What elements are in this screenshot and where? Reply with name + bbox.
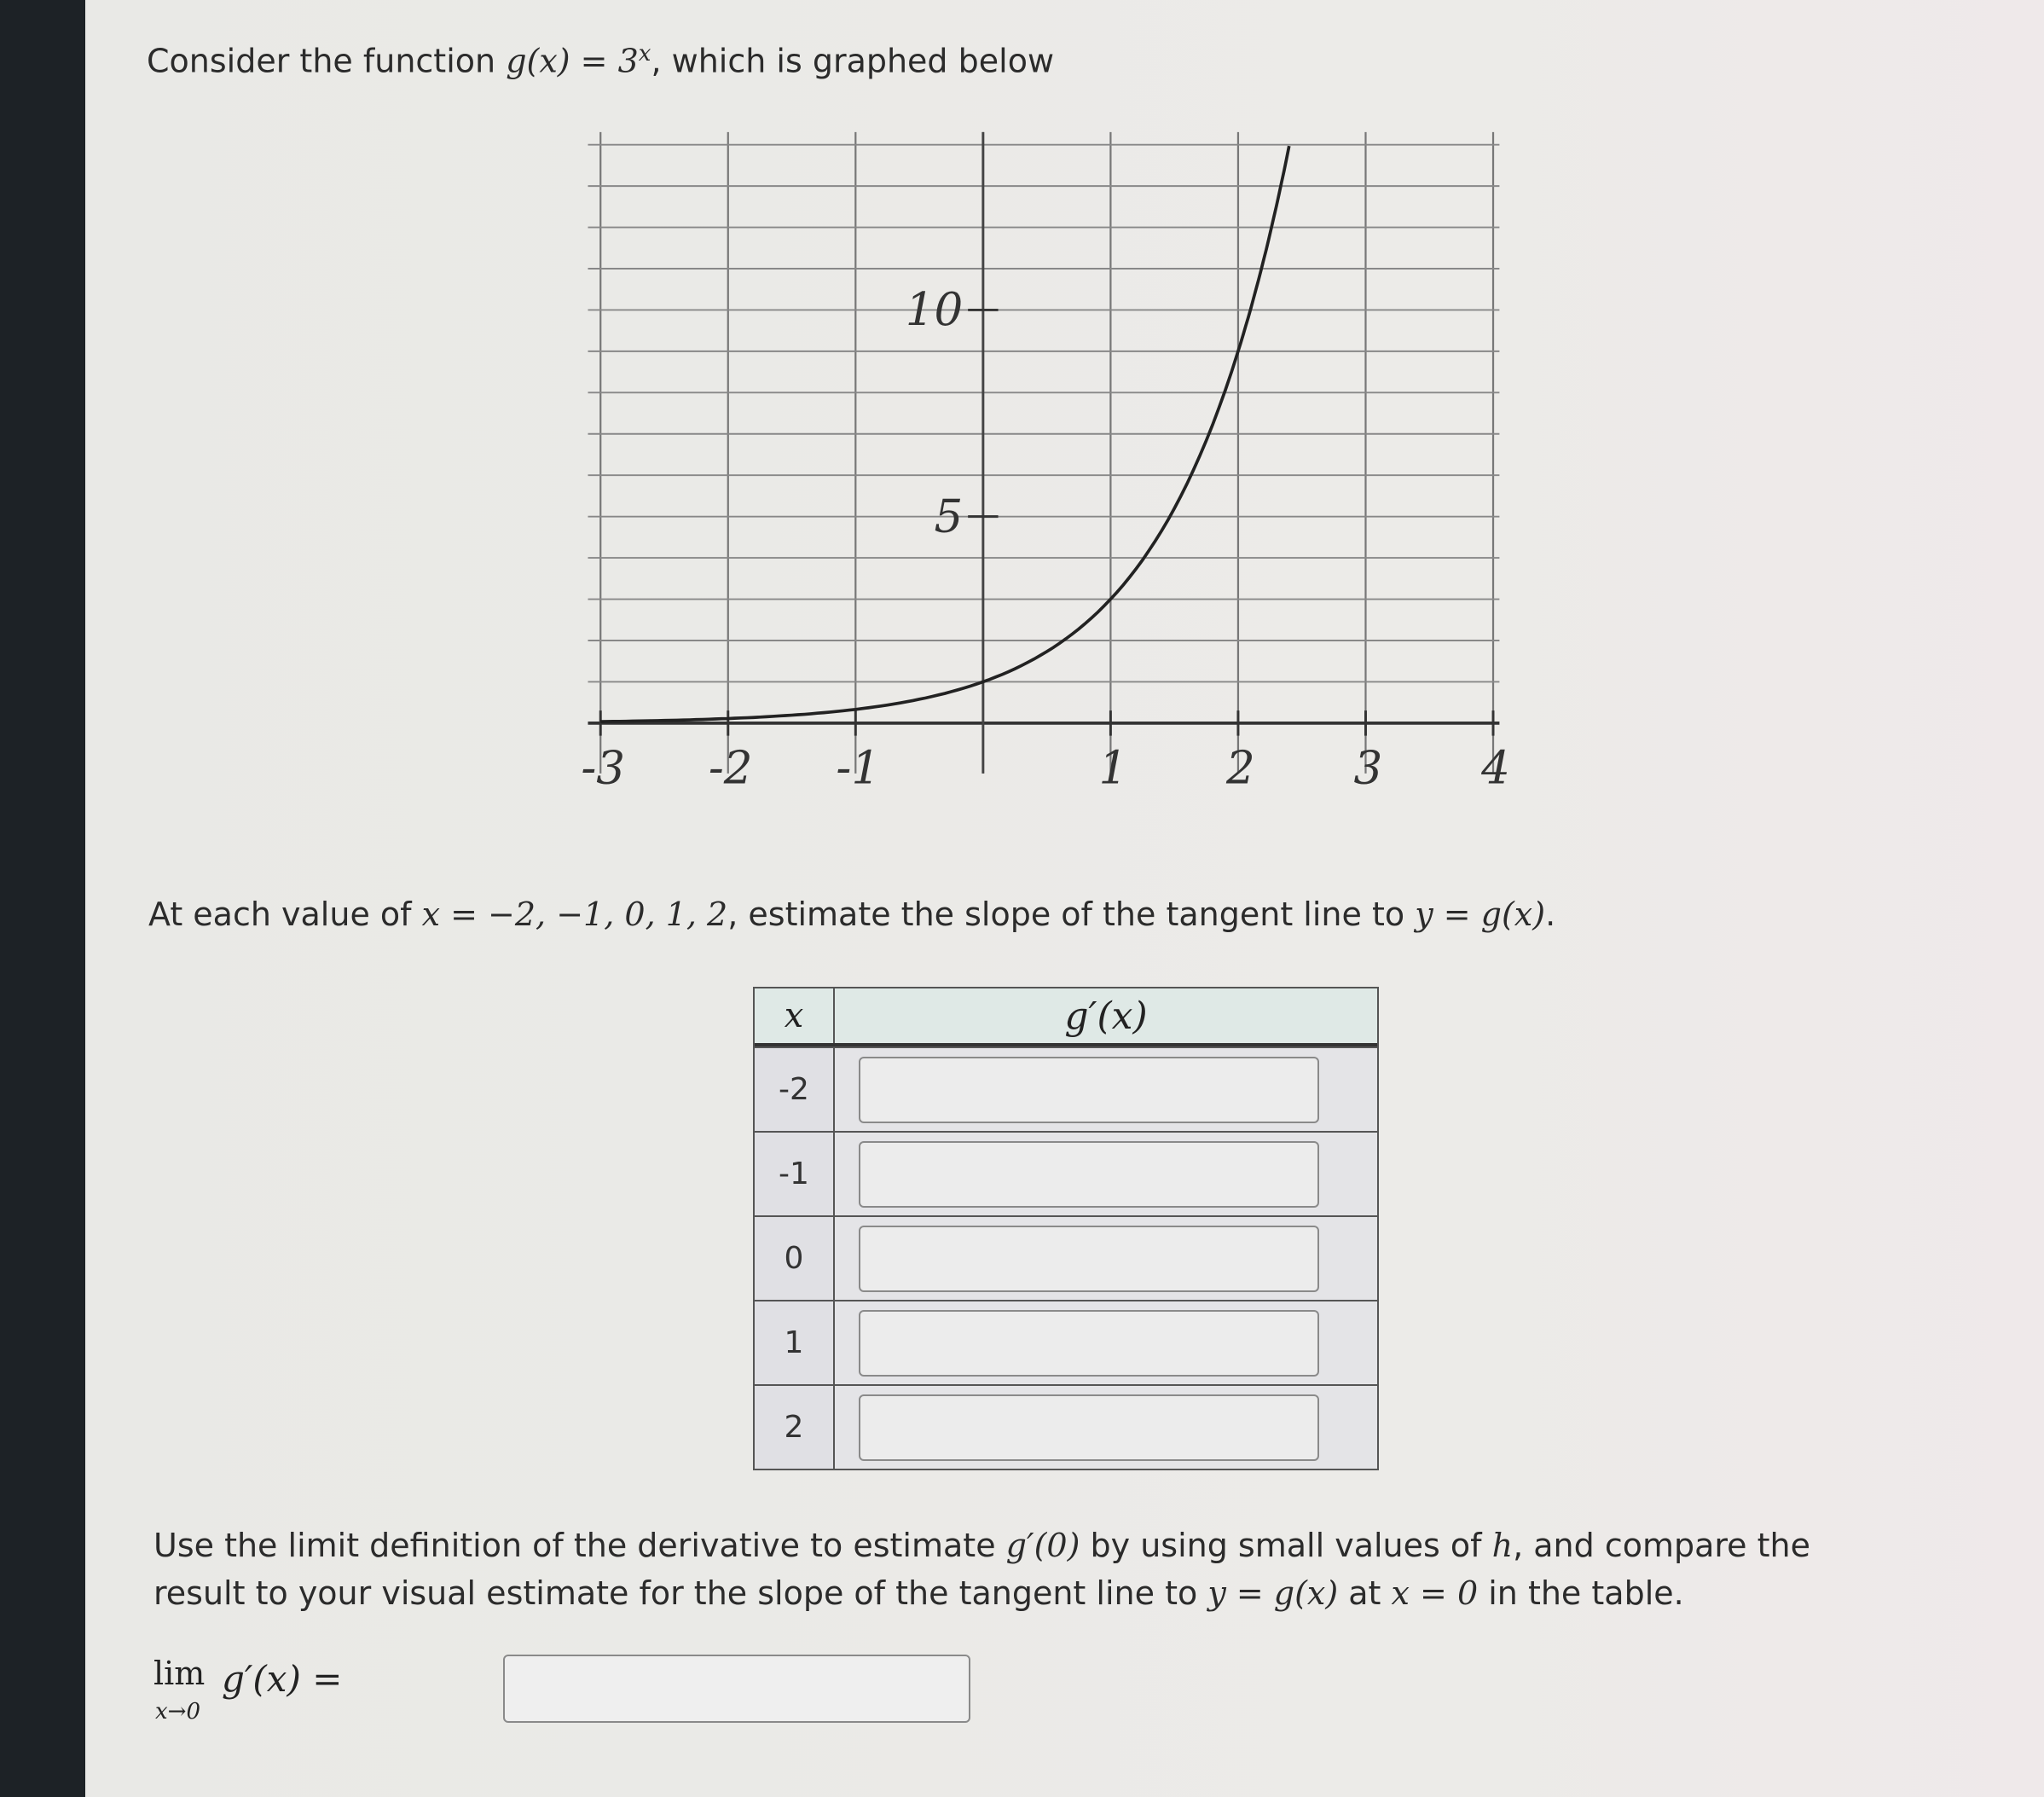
table-cell-x: -1: [755, 1133, 835, 1215]
exponential-graph: [563, 119, 1543, 824]
y-axis-ticks: [600, 310, 1493, 735]
screen-bezel: [0, 0, 85, 1797]
q2-line2-c: at: [1338, 1574, 1392, 1612]
q2-line2-b: y = g(x): [1207, 1574, 1339, 1612]
q2-line1-d: h: [1491, 1527, 1514, 1564]
slope-input-x-1[interactable]: [859, 1310, 1319, 1377]
q2-line2-e: in the table.: [1478, 1574, 1684, 1612]
intro-text: [147, 41, 1054, 80]
x-tick-label: 1: [1098, 741, 1128, 795]
table-cell-x: 2: [755, 1386, 835, 1469]
q1-target: y = g(x): [1415, 896, 1546, 933]
x-tick-label: -2: [708, 741, 753, 795]
table-header-gprime: g′(x): [1064, 994, 1148, 1038]
y-tick-label: 10: [905, 283, 964, 337]
table-cell-x: -2: [755, 1048, 835, 1131]
slope-input-x-2[interactable]: [859, 1394, 1319, 1461]
q2-line1-b: g′(0): [1005, 1527, 1080, 1564]
intro-text-before: Consider the function: [147, 42, 507, 80]
q2-line1-a: Use the limit definition of the derivative to estimate: [153, 1527, 1006, 1564]
x-tick-label: -1: [836, 741, 881, 795]
q2-line2-a: result to your visual estimate for the slope of the tangent line to: [153, 1574, 1208, 1612]
q1-text-end: .: [1545, 896, 1556, 933]
table-row: [755, 1046, 1377, 1131]
graph-grid: [588, 132, 1499, 774]
slope-input-x-minus-1[interactable]: [859, 1141, 1319, 1208]
table-row: [755, 1215, 1377, 1300]
intro-text-after: , which is graphed below: [651, 42, 1055, 80]
limit-lim: lim: [153, 1655, 206, 1692]
table-header-row: [755, 988, 1377, 1046]
limit-answer-input[interactable]: [503, 1655, 970, 1723]
y-tick-label: 5: [934, 490, 964, 543]
x-tick-label: 3: [1353, 741, 1383, 795]
slope-input-x-minus-2[interactable]: [859, 1057, 1319, 1123]
limit-subscript: x→0: [155, 1699, 200, 1725]
y-tick-labels: [906, 283, 964, 542]
question-tangent-slope: [148, 896, 1555, 933]
q2-line2-d: x = 0: [1391, 1574, 1479, 1612]
slope-table: [753, 987, 1379, 1470]
question-limit-line2: [153, 1574, 1684, 1612]
q2-line1-e: , and compare the: [1513, 1527, 1810, 1564]
x-axis: [588, 132, 1499, 774]
x-tick-label: 4: [1481, 741, 1510, 795]
table-row: [755, 1384, 1377, 1469]
slope-input-x-0[interactable]: [859, 1226, 1319, 1292]
table-cell-x: 1: [755, 1301, 835, 1384]
table-row: [755, 1131, 1377, 1215]
limit-expression: g′(x) =: [222, 1658, 343, 1700]
table-cell-x: 0: [755, 1217, 835, 1300]
intro-function: g(x) = 3: [506, 42, 639, 80]
q1-values: x = −2, −1, 0, 1, 2: [421, 896, 728, 933]
q1-text-before: At each value of: [148, 896, 422, 933]
table-header-x: x: [755, 988, 835, 1043]
x-tick-label: -3: [581, 741, 626, 795]
x-tick-labels: [581, 742, 1510, 795]
table-row: [755, 1300, 1377, 1384]
problem-page: [85, 0, 2044, 1797]
q1-text-mid: , estimate the slope of the tangent line to: [727, 896, 1416, 933]
intro-exponent: x: [638, 41, 651, 67]
q2-line1-c: by using small values of: [1080, 1527, 1492, 1564]
x-tick-label: 2: [1226, 741, 1255, 795]
question-limit-line1: [153, 1527, 1810, 1564]
